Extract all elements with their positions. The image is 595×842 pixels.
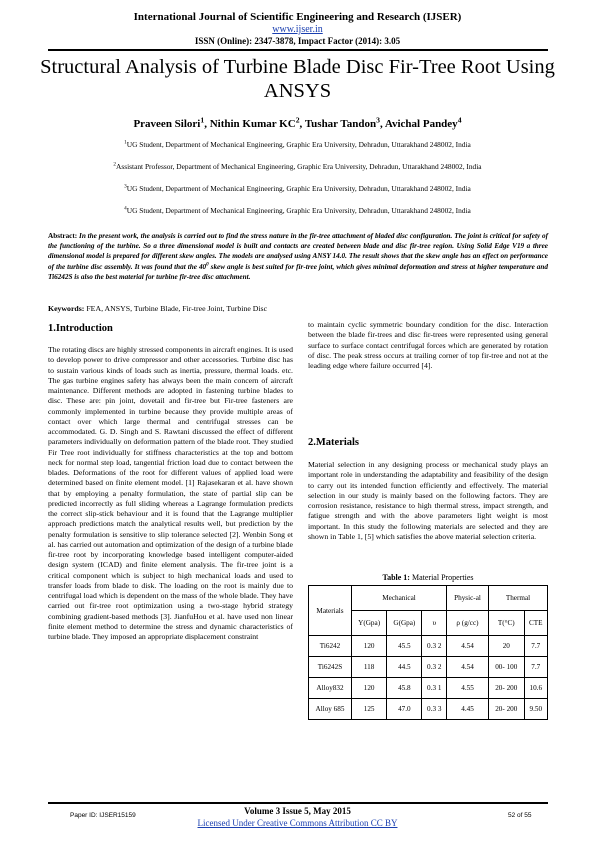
footer-volume: Volume 3 Issue 5, May 2015 xyxy=(244,806,351,816)
footer-divider xyxy=(48,802,548,804)
table-header-cell: Physic-al xyxy=(447,586,489,611)
keywords-label: Keywords: xyxy=(48,304,85,313)
table-header-cell: Y(Gpa) xyxy=(352,611,387,636)
abstract-label: Abstract: xyxy=(48,232,78,240)
table-row xyxy=(309,657,548,678)
aff-sup: 1 xyxy=(124,139,127,146)
author-name: Nithin Kumar KC xyxy=(209,118,296,130)
table-cell: 125 xyxy=(352,699,387,720)
abstract-text xyxy=(48,232,548,281)
table-cell: 4.54 xyxy=(447,636,489,657)
keywords-text: FEA, ANSYS, Turbine Blade, Fir-tree Joint, Turbine Disc xyxy=(84,304,268,313)
table-cell: 7.7 xyxy=(524,657,547,678)
introduction-continued: to maintain cyclic symmetric boundary condition for the disc. Interaction between the blade fir-trees and disc fir-trees were represented using general surface to surface contact centrifugal forces which are generated by rotation of disc. The peak stress occurs at trailing corner of top fir-tree and not at the leading edge where failure occurred [4]. xyxy=(308,320,548,370)
table-cell: Ti6242S xyxy=(309,657,352,678)
issn-line: ISSN (Online): 2347-3878, Impact Factor (2014): 3.05 xyxy=(194,36,401,46)
table-cell: 20- 200 xyxy=(489,699,525,720)
table-cell: 0.3 2 xyxy=(422,657,447,678)
table-cell: 120 xyxy=(352,678,387,699)
table-cell: 0.3 2 xyxy=(422,636,447,657)
paper-title: Structural Analysis of Turbine Blade Disc Fir-Tree Root Using ANSYS xyxy=(40,56,555,102)
table-header-cell: ρ (g/cc) xyxy=(447,611,489,636)
author-sup: 2 xyxy=(295,115,300,125)
table-cell: 4.55 xyxy=(447,678,489,699)
table-header-cell: Materials xyxy=(309,586,352,636)
author-name: Praveen Silori xyxy=(133,118,201,130)
table-cell: Alloy832 xyxy=(309,678,352,699)
table-caption-text: Material Properties xyxy=(409,573,474,582)
journal-url-link[interactable]: www.ijser.in xyxy=(272,24,323,35)
footer-license-link[interactable]: Licensed Under Creative Commons Attribution CC BY xyxy=(197,818,398,828)
table-cell: 20 xyxy=(489,636,525,657)
table-cell: 118 xyxy=(352,657,387,678)
introduction-text: The rotating discs are highly stressed components in aircraft engines. It is used to develop power to drive compressor and other accessories. Turbine disc has to sustain various kinds of loads such as inertia, pressure, thermal loads. etc. The gas turbine engines safety has always been the main concern of aircraft maintenance. Different methods are adopted in fastening turbine blades to disc. These are: pin joint, dovetail and fir-tree but Fir-tree fasteners are commonly implemented in turbine because they provide multiple areas of contact over which large thermal and centrifugal stresses can be accommodated. G. D. Singh and S. Rawtani discussed the effect of different parameters individually on deformation pattern of the blade root. They studied Fir Tree root individually for stiffness characteristics at the top and bottom neck for normal step load, tangential friction load due to contact between the blades. Deformations of the root for different values of applied load were determined based on finite element model. [1] Rajasekaran et al. have shown that by employing a penalty formulation, the state of partial slip can be predicted incorrectly as full sliding whereas a Lagrange formulation predicts the correct slip-stick behaviour and it is found that the Lagrange multiplier approach predictions match the analytical results well, but prediction by the penalty formulation is sensitive to slip tolerance selected [2]. Wenbin Song et al. has carried out automation and optimization of the design of a turbine blade fir-tree root by incorporating knowledge based intelligent computer-aided design system (ICAD) and finite element analysis. The fir-tree joint is a critical component which is subject to high mechanical loads and used to transfer loads from blade to disk. The loading on the root is mainly due to centrifugal load which is dependent on the mass of the whole blade. They have carried out fir-tree root optimization using a two-stage hybrid strategy combining gradient-based methods [3]. JianfuHou et al. have used non linear finite element method to determine the stress and dynamic characteristics of turbine blade. They imposed an appropriate displacement constraint xyxy=(48,345,293,641)
table-caption xyxy=(308,573,548,582)
abstract-sup: 0 xyxy=(206,262,209,268)
table-cell: 00- 100 xyxy=(489,657,525,678)
materials-text: Material selection in any designing process or mechanical study plays an important role in understanding the adaptability and feasibility of the design to carry out its intended function efficiently and effectively. The material selection in our study is mainly based on the following factors. They are corrosion resistance, resistance to high thermal stress, impact strength, and fatigue strength and with the above parameters light weight is most important. In this study the following materials are selected and they are shown in Table 1, [5] which satisfies the above material selection criteria. xyxy=(308,460,548,541)
table-cell: 20- 200 xyxy=(489,678,525,699)
header-divider xyxy=(48,49,548,51)
table-header-row xyxy=(309,586,548,611)
affiliation-1 xyxy=(0,140,595,149)
aff-text: UG Student, Department of Mechanical Engineering, Graphic Era University, Dehradun, Uttarakhand 248002, India xyxy=(126,184,471,193)
author-sup: 1 xyxy=(200,115,205,125)
abstract-text-part: skew angle is best suited for fir-tree joint, which gives minimal deformation and stress at higher temperature and Ti6242S is also the best material for turbine fir-tree disc attachment. xyxy=(48,262,548,281)
affiliation-2 xyxy=(0,162,595,171)
table-header-cell: Mechanical xyxy=(352,586,447,611)
table-header-cell: Thermal xyxy=(489,586,548,611)
aff-sup: 3 xyxy=(124,183,127,190)
section-heading-materials: 2.Materials xyxy=(308,437,360,448)
table-cell: 47.0 xyxy=(387,699,422,720)
affiliation-3 xyxy=(0,184,595,193)
author-name: Tushar Tandon xyxy=(304,118,377,130)
table-header-cell: CTE xyxy=(524,611,547,636)
table-cell: 9.50 xyxy=(524,699,547,720)
author-list: Praveen Silori$^1$, Nithin Kumar $KC^2$, Tushar Tandon$^3$, Avichal Pandey$^4$ xyxy=(133,115,462,130)
material-properties-table xyxy=(308,585,548,720)
aff-text: Assistant Professor, Department of Mechanical Engineering, Graphic Era University, Dehradun, Uttarakhand 248002, India xyxy=(116,162,482,171)
table-header-cell: T(°C) xyxy=(489,611,525,636)
author-sup: 4 xyxy=(457,115,462,125)
table-row xyxy=(309,678,548,699)
author-name: Avichal Pandey xyxy=(384,118,458,130)
aff-text: UG Student, Department of Mechanical Engineering, Graphic Era University, Dehradun, Uttarakhand 248002, India xyxy=(126,206,471,215)
affiliation-4 xyxy=(0,206,595,215)
author-sup: 3 xyxy=(376,115,380,125)
table-cell: 44.5 xyxy=(387,657,422,678)
keywords xyxy=(48,304,548,313)
table-cell: 7.7 xyxy=(524,636,547,657)
table-cell: 45.5 xyxy=(387,636,422,657)
journal-title: International Journal of Scientific Engineering and Research (IJSER) xyxy=(133,11,462,23)
table-row xyxy=(309,699,548,720)
table-header-cell: G(Gpa) xyxy=(387,611,422,636)
aff-sup: 2 xyxy=(113,161,116,168)
table-cell: 120 xyxy=(352,636,387,657)
table-cell: 10.6 xyxy=(524,678,547,699)
table-cell: Ti6242 xyxy=(309,636,352,657)
footer-page-number: 52 of 55 xyxy=(508,812,532,819)
table-cell: 4.54 xyxy=(447,657,489,678)
footer-paper-id: Paper ID: IJSER15159 xyxy=(70,812,136,819)
section-heading-introduction: 1.Introduction xyxy=(48,323,113,334)
table-cell: Alloy 685 xyxy=(309,699,352,720)
aff-sup: 4 xyxy=(124,205,127,212)
aff-text: UG Student, Department of Mechanical Engineering, Graphic Era University, Dehradun, Uttarakhand 248002, India xyxy=(126,140,471,149)
abstract-text-part: In the present work, the analysis is carried out to find the stress nature in the fir-tree attachment of bladed disc configuration. The joint is critical for safety of the functioning of the turbine. So a three dimensional model is built and contacts are created between blade and disc fir-tree region. Using Solid Edge V19 a three dimensional model is prepared for different skew angles. The models are analysed using ANSY 14.0. The result shows that the skew angle has an effect on performance of the turbine disc assembly. It was found that the 40 xyxy=(48,232,549,271)
abstract xyxy=(48,231,548,282)
table-cell: 0.3 3 xyxy=(422,699,447,720)
table-cell: 45.8 xyxy=(387,678,422,699)
table-caption-label: Table 1: xyxy=(382,573,410,582)
table-cell: 0.3 1 xyxy=(422,678,447,699)
table-row xyxy=(309,636,548,657)
table-cell: 4.45 xyxy=(447,699,489,720)
table-header-cell: υ xyxy=(422,611,447,636)
